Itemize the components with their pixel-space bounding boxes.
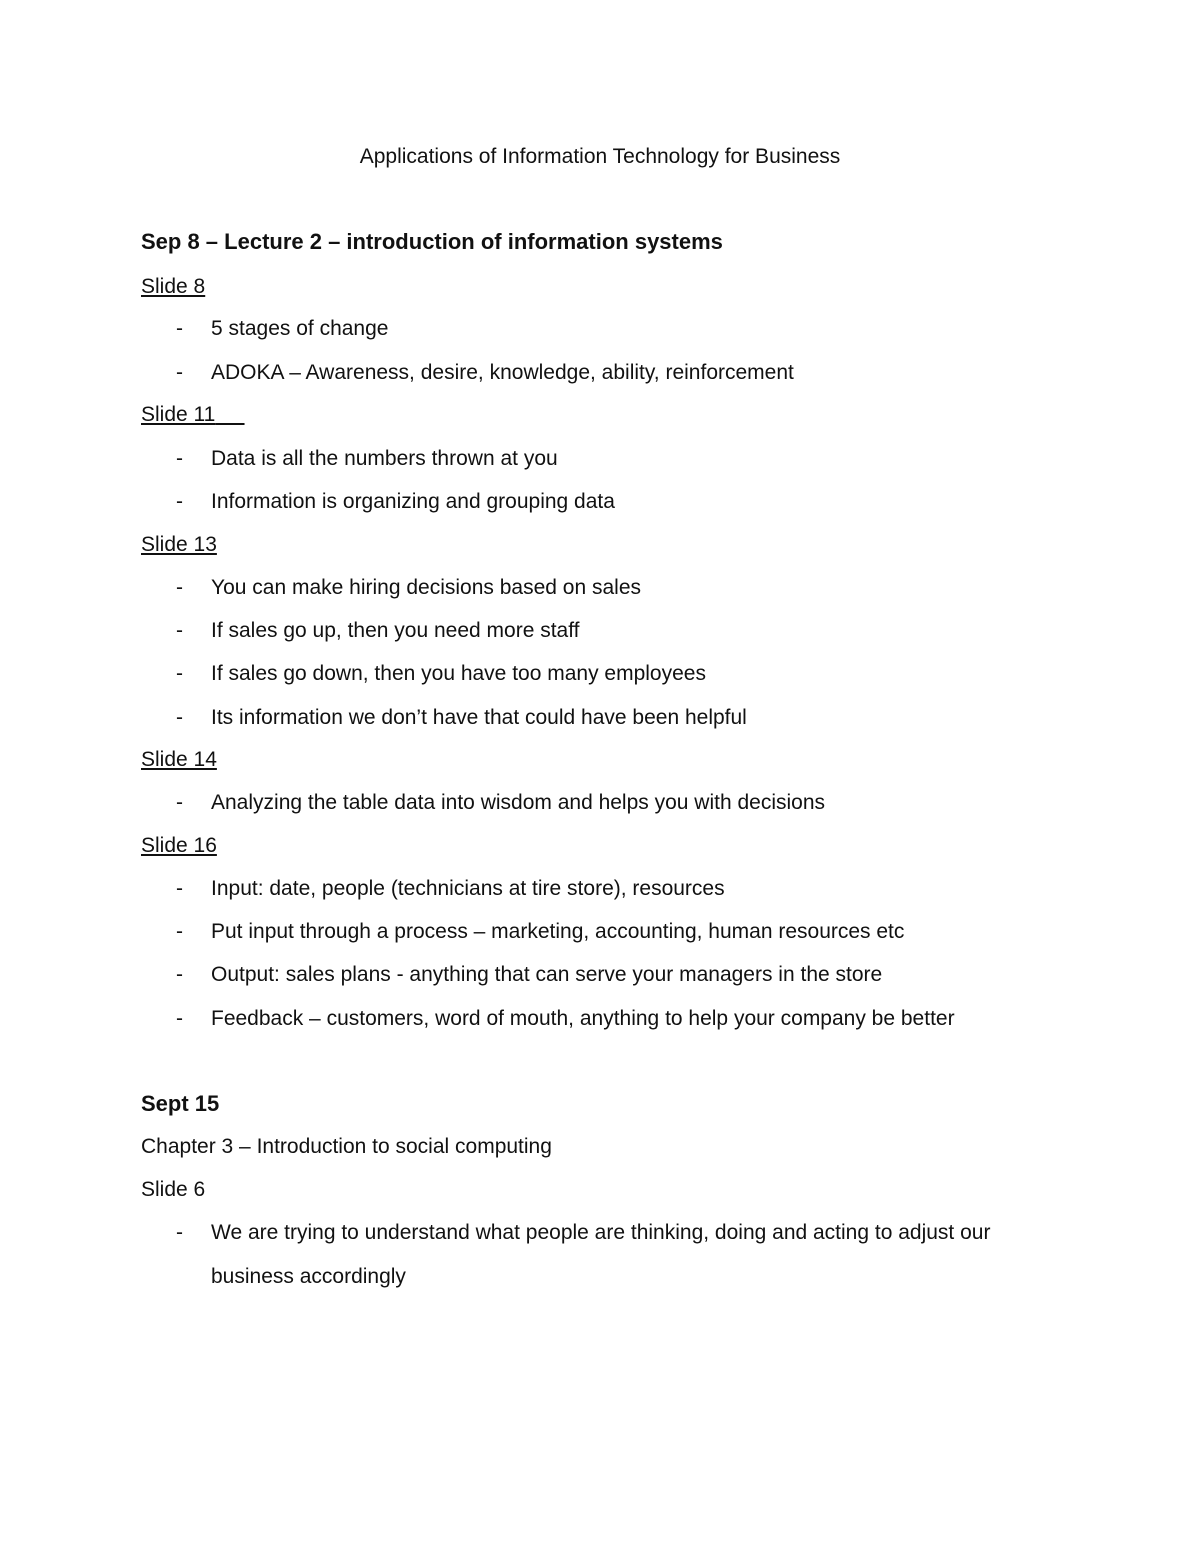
- bullet-item: Output: sales plans - anything that can serve your managers in the store: [211, 963, 883, 986]
- bullet-marker: -: [176, 963, 183, 986]
- bullet-item: Put input through a process – marketing, accounting, human resources etc: [211, 920, 905, 943]
- bullet-item: Input: date, people (technicians at tire store), resources: [211, 877, 725, 900]
- bullet-marker: -: [176, 490, 183, 513]
- slide-label: Slide 8: [141, 275, 206, 298]
- bullet-item: ADOKA – Awareness, desire, knowledge, ability, reinforcement: [211, 361, 794, 384]
- document-title: Applications of Information Technology for Business: [359, 145, 841, 168]
- section-heading: Sept 15: [141, 1091, 220, 1116]
- bullet-marker: -: [176, 920, 183, 943]
- bullet-item: 5 stages of change: [211, 317, 389, 340]
- bullet-item: Its information we don’t have that could have been helpful: [211, 706, 747, 729]
- bullet-item: You can make hiring decisions based on sales: [211, 576, 641, 599]
- section-heading: Sep 8 – Lecture 2 – introduction of information systems: [141, 229, 723, 254]
- bullet-marker: -: [176, 447, 183, 470]
- bullet-item: We are trying to understand what people are thinking, doing and acting to adjust our business accordingly: [211, 1221, 991, 1288]
- bullet-marker: -: [176, 619, 183, 642]
- bullet-item: Analyzing the table data into wisdom and helps you with decisions: [211, 791, 826, 814]
- bullet-item: Information is organizing and grouping data: [211, 490, 615, 513]
- chapter-subheading: Chapter 3 – Introduction to social computing: [141, 1135, 552, 1158]
- slide-label: Slide 14: [141, 748, 217, 771]
- bullet-item: If sales go up, then you need more staff: [211, 619, 580, 642]
- bullet-marker: -: [176, 1221, 183, 1244]
- slide-label: Slide 11: [141, 403, 216, 426]
- bullet-marker: -: [176, 877, 183, 900]
- bullet-marker: -: [176, 1007, 183, 1030]
- bullet-marker: -: [176, 662, 183, 685]
- bullet-marker: -: [176, 706, 183, 729]
- bullet-item: Feedback – customers, word of mouth, anything to help your company be better: [211, 1007, 955, 1030]
- bullet-item: If sales go down, then you have too many employees: [211, 662, 706, 685]
- slide-label: Slide 16: [141, 834, 217, 857]
- slide-label: Slide 13: [141, 533, 217, 556]
- bullet-item: Data is all the numbers thrown at you: [211, 447, 558, 470]
- slide-label: Slide 6: [141, 1178, 206, 1201]
- bullet-marker: -: [176, 576, 183, 599]
- bullet-marker: -: [176, 317, 183, 340]
- bullet-marker: -: [176, 361, 183, 384]
- bullet-marker: -: [176, 791, 183, 814]
